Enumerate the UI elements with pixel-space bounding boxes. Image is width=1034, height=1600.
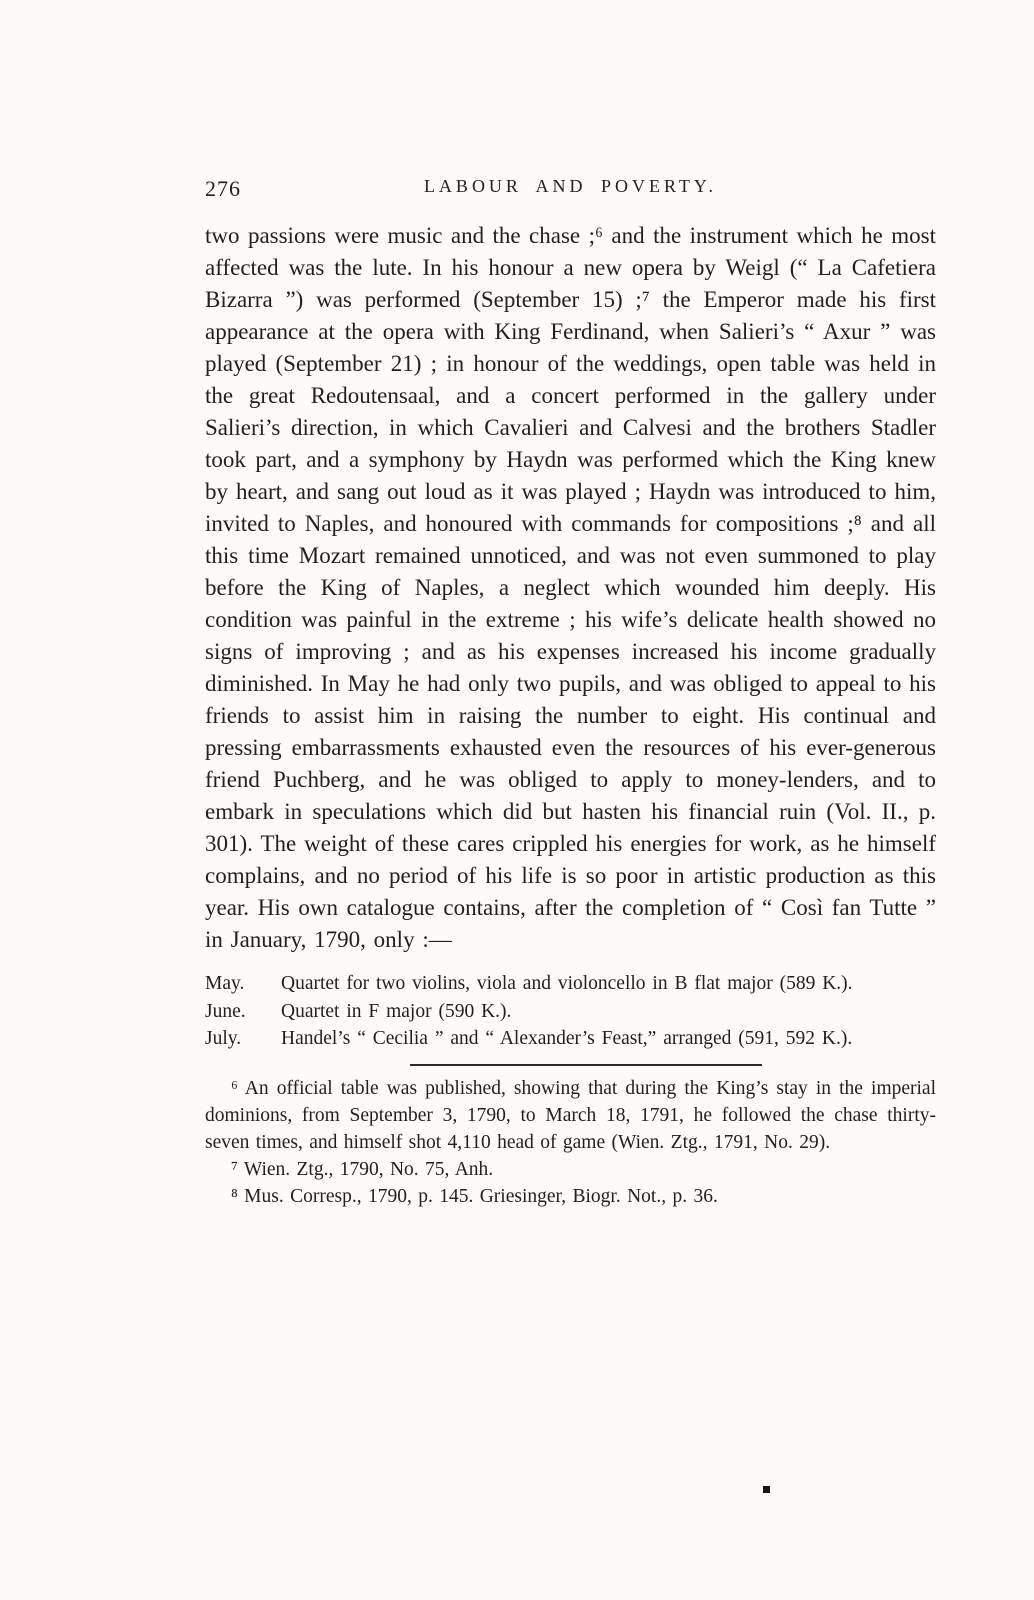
footnotes xyxy=(205,1075,936,1210)
page-number: 276 xyxy=(205,176,241,201)
running-title: LABOUR AND POVERTY. xyxy=(423,176,718,196)
print-artifact-dot xyxy=(763,1486,770,1493)
catalogue-entry-text: Quartet in F major (590 K.). xyxy=(281,1000,512,1022)
footnote-7: ⁷ Wien. Ztg., 1790, No. 75, Anh. xyxy=(231,1158,494,1180)
body-paragraph: two passions were music and the chase ;⁶ and the instrument which he most affected was the lute. In his honour a new opera by Weigl (“ La Cafetiera Bizarra ”) was performed (September 15) ;⁷ the Emperor made his first appearance at the opera with King Ferdinand, when Salieri’s “ Axur ” was played (September 21) ; in honour of the weddings, open table was held in the great Redoutensaal, and a concert performed in the gallery under Salieri’s direction, in which Cavalieri and Calvesi and the brothers Stadler took part, and a symphony by Haydn was performed which the King knew by heart, and sang out loud as it was played ; Haydn was introduced to him, invited to Naples, and honoured with commands for compositions ;⁸ and all this time Mozart remained unnoticed, and was not even summoned to play before the King of Naples, a neglect which wounded him deeply. His condition was painful in the extreme ; his wife’s delicate health showed no signs of improving ; and as his expenses increased his income gradually diminished. In May he had only two pupils, and was obliged to appeal to his friends to assist him in raising the number to eight. His continual and pressing embarrassments exhausted even the resources of his ever-generous friend Puchberg, and he was obliged to apply to money-lenders, and to embark in speculations which did but hasten his financial ruin (Vol. II., p. 301). The weight of these cares crippled his energies for work, as he himself complains, and no period of his life is so poor in artistic production as this year. His own catalogue contains, after the completion of “ Così fan Tutte ” in January, 1790, only :— xyxy=(205,223,936,952)
catalogue-item-july xyxy=(205,1025,936,1053)
catalogue-month: May. xyxy=(205,973,245,994)
catalogue-item-june xyxy=(205,998,936,1026)
text-block xyxy=(205,176,936,1210)
footnote-6: ⁶ An official table was published, showing that during the King’s stay in the imperial dominions, from September 3, 1790, to March 18, 1791, he followed the chase thirty-seven times, and himself shot 4,110 head of game (Wien. Ztg., 1791, No. 29). xyxy=(205,1077,936,1153)
catalogue-entry-text: Quartet for two violins, viola and violoncello in B flat major (589 K.). xyxy=(281,973,853,994)
catalogue-list xyxy=(205,970,936,1053)
catalogue-month: June. xyxy=(205,1000,246,1022)
footnote-rule xyxy=(410,1064,762,1066)
catalogue-item-may xyxy=(205,970,936,998)
page-header xyxy=(205,176,936,202)
catalogue-month: July. xyxy=(205,1028,242,1049)
catalogue-entry-text: Handel’s “ Cecilia ” and “ Alexander’s Feast,” arranged (591, 592 K.). xyxy=(281,1028,853,1049)
footnote-8: ⁸ Mus. Corresp., 1790, p. 145. Griesinger, Biogr. Not., p. 36. xyxy=(231,1185,718,1207)
